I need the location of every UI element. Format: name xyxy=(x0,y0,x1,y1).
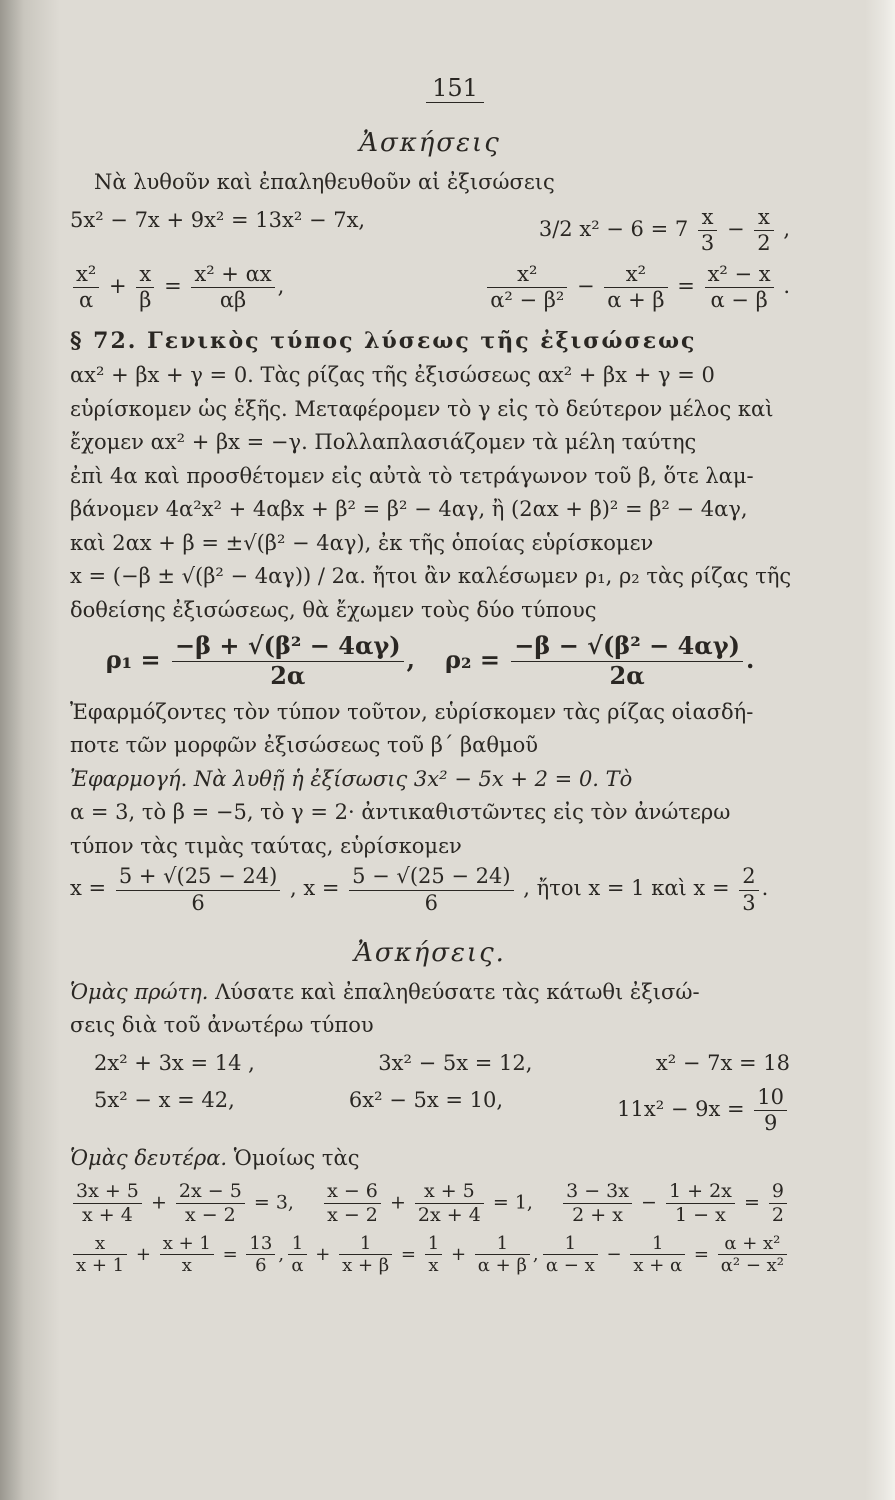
group2-row-2 xyxy=(70,1233,790,1277)
equation: $\frac{1}{\alpha}$ + $\frac{1}{x + \beta}$ = $\frac{1}{x}$ + $\frac{1}{\alpha + \beta}$ , xyxy=(285,1233,538,1277)
equation: $\frac{x - 6}{x - 2}$ + $\frac{x + 5}{2x + 4}$ = 1, xyxy=(321,1180,533,1227)
group2-intro: Ὁμὰς δευτέρα. Ὁμοίως τὰς xyxy=(70,1145,360,1170)
fraction: $\frac{13}{6}$ xyxy=(246,1233,275,1277)
fraction: $\frac{x - 6}{x - 2}$ xyxy=(324,1180,381,1227)
equation: $\frac{x}{x + 1}$ + $\frac{x + 1}{x}$ = $\frac{13}{6}$ , xyxy=(70,1233,284,1277)
root-formula-1: ρ₁ = $\frac{\text{−β + √(β² − 4αγ)}}{2\alpha}$ , xyxy=(105,631,415,691)
fraction: $\frac{\text{x²}}{\alpha}$ xyxy=(73,262,99,313)
fraction: $\frac{10}{9}$ xyxy=(754,1085,787,1136)
equation: 3/2 x² − 6 = 7 $\frac{x}{3}$ − $\frac{x}{2}$ , xyxy=(538,204,790,255)
application-solution: x = $\frac{5 + √(25 - 24)}{6}$ , x = $\frac{5 - √(25 - 24)}{6}$ , ἤτοι x = 1 καὶ x = $\frac{2}{3}$ . xyxy=(70,864,769,915)
book-spine-shadow xyxy=(0,0,60,1500)
paragraph-line: δοθείσης ἐξισώσεως, θὰ ἔχωμεν τοὺς δύο τύπους xyxy=(70,597,597,622)
group1-intro-cont: σεις διὰ τοῦ ἀνωτέρω τύπου xyxy=(70,1013,374,1038)
instruction-text: Νὰ λυθοῦν καὶ ἐπαληθευθοῦν αἱ ἐξισώσεις xyxy=(94,170,555,194)
paragraph-line: α = 3, τὸ β = −5, τὸ γ = 2· ἀντικαθιστῶντες εἰς τὸν ἀνώτερω xyxy=(70,800,731,825)
paragraph-line: τύπον τὰς τιμὰς ταύτας, εὑρίσκομεν xyxy=(70,833,462,858)
fraction: $\frac{1}{\alpha}$ xyxy=(288,1233,306,1277)
group2-row-1 xyxy=(70,1180,790,1227)
fraction: $\frac{5 + √(25 - 24)}{6}$ xyxy=(116,864,280,915)
equation: $\frac{1}{\alpha - x}$ − $\frac{1}{x + \alpha}$ = $\frac{\text{α + x²}}{\text{α² − x²}}$ xyxy=(540,1233,790,1277)
paragraph-line: ποτε τῶν μορφῶν ἐξισώσεως τοῦ β΄ βαθμοῦ xyxy=(70,733,539,758)
fraction: $\frac{\text{x²}}{\text{α² − β²}}$ xyxy=(487,262,567,313)
fraction: $\frac{\text{x² + αx}}{\alpha\beta}$ xyxy=(191,262,274,313)
page-number: 151 xyxy=(120,70,790,106)
fraction: $\frac{1}{\alpha - x}$ xyxy=(543,1233,598,1277)
exercises-heading-2: Ἀσκήσεις. xyxy=(354,937,506,968)
equation: $\frac{\text{x²}}{\text{α² − β²}}$ − $\frac{\text{x²}}{\alpha + \beta}$ = $\frac{\text{x² − x}}{\alpha - \beta}$ . xyxy=(484,262,790,313)
exercises-heading: Ἀσκήσεις xyxy=(359,128,501,158)
equation: 3x² − 5x = 12, xyxy=(378,1050,533,1075)
fraction: $\frac{3 - 3x}{2 + x}$ xyxy=(563,1180,632,1227)
fraction: $\frac{x + 1}{x}$ xyxy=(160,1233,214,1277)
fraction: $\frac{1}{\alpha + \beta}$ xyxy=(475,1233,530,1277)
fraction: $\frac{9}{2}$ xyxy=(769,1180,787,1227)
paragraph-line: εὑρίσκομεν ὡς ἑξῆς. Μεταφέρομεν τὸ γ εἰς τὸ δεύτερον μέλος καὶ xyxy=(70,396,774,421)
group1-row-1 xyxy=(70,1048,790,1080)
root-formulas xyxy=(70,632,790,691)
paragraph-line: Ἐφαρμογή. Νὰ λυθῇ ἡ ἐξίσωσις 3x² − 5x + 2 = 0. Τὸ xyxy=(70,766,633,791)
paragraph-line: ἔχομεν αx² + βx = −γ. Πολλαπλασιάζομεν τὰ μέλη ταύτης xyxy=(70,430,697,455)
root-formula-2: ρ₂ = $\frac{\text{−β − √(β² − 4αγ)}}{2\alpha}$ . xyxy=(445,631,755,691)
fraction: $\frac{1 + 2x}{1 - x}$ xyxy=(666,1180,735,1227)
fraction: $\frac{2}{3}$ xyxy=(739,864,758,915)
equation: 2x² + 3x = 14 , xyxy=(94,1050,255,1075)
equation: $\frac{3 - 3x}{2 + x}$ − $\frac{1 + 2x}{1 - x}$ = $\frac{9}{2}$ xyxy=(560,1180,790,1227)
equation: x² − 7x = 18 xyxy=(655,1050,790,1075)
fraction: $\frac{x}{2}$ xyxy=(754,205,773,256)
fraction: $\frac{x + 5}{2x + 4}$ xyxy=(415,1180,484,1227)
fraction: $\frac{\text{x² − x}}{\alpha - \beta}$ xyxy=(705,262,774,313)
equation-line-1 xyxy=(70,205,790,256)
page-edge xyxy=(865,0,895,1500)
fraction: $\frac{1}{x + \beta}$ xyxy=(339,1233,392,1277)
fraction: $\frac{\text{−β + √(β² − 4αγ)}}{2\alpha}$ xyxy=(172,632,404,691)
group1-row-2 xyxy=(70,1085,790,1136)
book-page xyxy=(70,70,790,1450)
equation: 5x² − 7x + 9x² = 13x² − 7x, xyxy=(70,207,366,232)
equation: $\frac{\text{x²}}{\alpha}$ + $\frac{x}{\beta}$ = $\frac{\text{x² + αx}}{\alpha\beta}$ , xyxy=(70,262,284,313)
equation: 5x² − x = 42, xyxy=(94,1088,235,1113)
fraction: $\frac{5 - √(25 - 24)}{6}$ xyxy=(349,864,513,915)
fraction: $\frac{\text{x²}}{\alpha + \beta}$ xyxy=(604,262,667,313)
equation: 6x² − 5x = 10, xyxy=(348,1088,504,1113)
group1-intro: Ὁμὰς πρώτη. Λύσατε καὶ ἐπαληθεύσατε τὰς κάτωθι ἐξισώ- xyxy=(70,979,700,1004)
paragraph-line: Ἐφαρμόζοντες τὸν τύπον τοῦτον, εὑρίσκομεν τὰς ρίζας οἱασδή- xyxy=(70,699,754,724)
fraction: $\frac{2x - 5}{x - 2}$ xyxy=(176,1180,245,1227)
paragraph-line: x = (−β ± √(β² − 4αγ)) / 2α. ἤτοι ἂν καλέσωμεν ρ₁, ρ₂ τὰς ρίζας τῆς xyxy=(70,564,792,589)
fraction: $\frac{1}{x}$ xyxy=(425,1233,442,1277)
fraction: $\frac{x}{x + 1}$ xyxy=(73,1233,127,1277)
section-heading: § 72. Γενικὸς τύπος λύσεως τῆς ἐξισώσεως xyxy=(70,328,697,355)
fraction: $\frac{3x + 5}{x + 4}$ xyxy=(73,1180,142,1227)
equation-line-2 xyxy=(70,262,790,313)
fraction: $\frac{1}{x + \alpha}$ xyxy=(630,1233,685,1277)
paragraph-line: καὶ 2αx + β = ±√(β² − 4αγ), ἐκ τῆς ὁποίας εὑρίσκομεν xyxy=(70,530,654,555)
fraction: $\frac{x}{\beta}$ xyxy=(136,262,154,313)
fraction: $\frac{\text{−β − √(β² − 4αγ)}}{2\alpha}$ xyxy=(511,632,743,691)
paragraph-line: ἐπὶ 4α καὶ προσθέτομεν εἰς αὐτὰ τὸ τετράγωνον τοῦ β, ὅτε λαμ- xyxy=(70,463,754,488)
equation: $\frac{3x + 5}{x + 4}$ + $\frac{2x - 5}{x - 2}$ = 3, xyxy=(70,1180,294,1227)
paragraph-line: βάνομεν 4α²x² + 4αβx + β² = β² − 4αγ, ἢ (2αx + β)² = β² − 4αγ, xyxy=(70,497,748,522)
equation: 11x² − 9x = $\frac{10}{9}$ xyxy=(617,1085,790,1136)
fraction: $\frac{x}{3}$ xyxy=(698,205,717,256)
fraction: $\frac{\text{α + x²}}{\text{α² − x²}}$ xyxy=(718,1233,787,1277)
paragraph-line: αx² + βx + γ = 0. Τὰς ρίζας τῆς ἐξισώσεως αx² + βx + γ = 0 xyxy=(70,363,715,388)
